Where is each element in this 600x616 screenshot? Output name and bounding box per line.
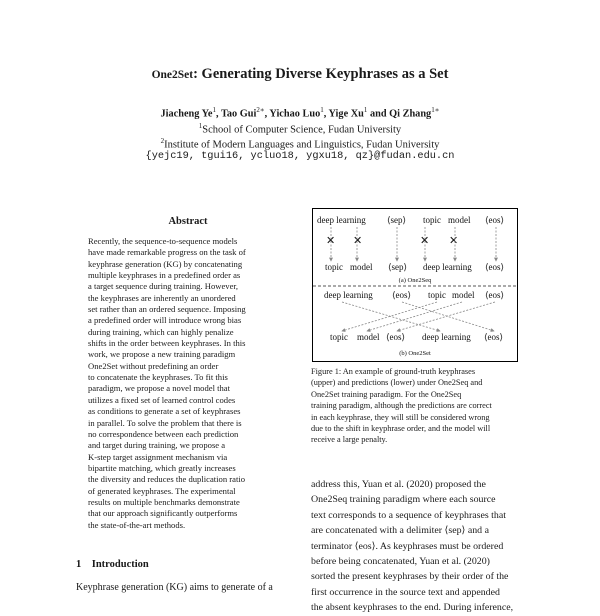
author-and: and bbox=[367, 108, 390, 120]
abstract-line: a predefined order will introduce wrong bias bbox=[88, 315, 242, 326]
cross-icon: ✕ bbox=[326, 235, 336, 247]
body-line: One2Seq training paradigm where each source bbox=[311, 494, 496, 506]
abstract-line: as conditions to generate a set of keyphrases bbox=[88, 406, 241, 417]
body-line: first occurrence in the source text and appended bbox=[311, 586, 500, 598]
caption-line: due to the shift in keyphrase order, and the model will bbox=[311, 423, 491, 433]
affiliation-sup: 1 bbox=[198, 122, 203, 130]
affiliation-sup: 2 bbox=[160, 137, 165, 145]
fig-b-top-token: ⟨eos⟩ bbox=[485, 290, 505, 300]
abstract-line: that our approach significantly outperforms bbox=[88, 508, 238, 519]
abstract-line: a target sequence during training. However, bbox=[88, 281, 239, 292]
author-sup: 1 bbox=[320, 106, 324, 114]
abstract-line: the diversity and reduces the duplication ratio bbox=[88, 474, 246, 485]
abstract-line: One2Set without predefining an order bbox=[88, 360, 219, 371]
paper-title bbox=[0, 66, 600, 83]
abstract-line: of generated keyphrases. The experimental bbox=[88, 485, 236, 496]
abstract-line: results on multiple benchmarks demonstrate bbox=[88, 496, 240, 507]
abstract-line: shifts in the order between keyphrases. In this bbox=[88, 338, 246, 349]
body-line: text corresponds to a sequence of keyphrases that bbox=[311, 509, 506, 521]
fig-b-arrow bbox=[342, 302, 440, 331]
section-heading-introduction bbox=[76, 559, 149, 570]
abstract-line: set rather than an ordered sequence. Imposing bbox=[88, 304, 246, 315]
abstract-line: bipartite matching, which greatly increases bbox=[88, 462, 236, 473]
abstract-line: K-step target assignment mechanism via bbox=[88, 451, 228, 462]
affiliation-text: Institute of Modern Languages and Linguistics, Fudan University bbox=[164, 139, 440, 151]
body-line: terminator ⟨eos⟩. As keyphrases must be ordered bbox=[311, 540, 504, 552]
fig-a-label: (a) One2Seq bbox=[398, 277, 432, 284]
body-line: before being concatenated, Yuan et al. (2020) bbox=[311, 555, 490, 567]
abstract-line: the keyphrases are inherently an unordered bbox=[88, 292, 236, 303]
abstract-line: work, we propose a new training paradigm bbox=[88, 349, 236, 360]
caption-line: One2Set training paradigm. For the One2Seq bbox=[311, 389, 462, 399]
fig-b-top-token: ⟨eos⟩ bbox=[392, 290, 412, 300]
cross-icon: ✕ bbox=[353, 235, 363, 247]
abstract-line: multiple keyphrases in a predefined order as bbox=[88, 270, 241, 281]
intro-paragraph: Keyphrase generation (KG) aims to generate of a bbox=[76, 582, 273, 593]
title-prefix: One2Set bbox=[151, 69, 194, 81]
body-paragraph-right bbox=[311, 477, 533, 616]
fig-b-top-token: model bbox=[452, 290, 475, 300]
section-number: 1 bbox=[76, 559, 82, 570]
fig-a-bottom-token: topic bbox=[325, 262, 343, 272]
author-name: Yige Xu bbox=[328, 108, 364, 120]
author-sup: 1∗ bbox=[431, 106, 440, 114]
fig-b-bottom-token: topic bbox=[330, 332, 348, 342]
fig-a-top-token: deep learning bbox=[317, 215, 366, 225]
abstract-line: to concatenate the keyphrases. To fit this bbox=[88, 372, 228, 383]
section-title: Introduction bbox=[91, 559, 149, 570]
abstract-line: paradigm, we propose a novel model that bbox=[88, 383, 230, 394]
fig-b-bottom-token: ⟨eos⟩ bbox=[386, 332, 406, 342]
fig-b-label: (b) One2Set bbox=[399, 350, 431, 357]
affiliation-text: School of Computer Science, Fudan University bbox=[202, 124, 402, 136]
author-sup: 2∗ bbox=[256, 106, 265, 114]
author-separator: , bbox=[215, 108, 221, 120]
fig-a-top-token: ⟨eos⟩ bbox=[485, 215, 505, 225]
fig-a-top-token: topic bbox=[423, 215, 441, 225]
author-name: Qi Zhang bbox=[389, 108, 432, 120]
caption-line: (upper) and predictions (lower) under One2Seq and bbox=[311, 378, 483, 388]
abstract-line: utilizes a fixed set of learned control codes bbox=[88, 394, 236, 405]
fig-b-top-token: topic bbox=[428, 290, 446, 300]
fig-b-bottom-token: model bbox=[357, 332, 380, 342]
cross-icon: ✕ bbox=[449, 235, 459, 247]
abstract-line: the state-of-the-art methods. bbox=[88, 519, 186, 530]
fig-b-bottom-token: deep learning bbox=[422, 332, 471, 342]
fig-a-top-token: model bbox=[448, 215, 471, 225]
body-line: are concatenated with a delimiter ⟨sep⟩ and a bbox=[311, 525, 489, 537]
body-line: the absent keyphrases to the end. During inference, bbox=[311, 602, 514, 614]
abstract-line: and target during training, we propose a bbox=[88, 440, 226, 451]
abstract-line: during training, which can highly penalize bbox=[88, 326, 234, 337]
author-separator: , bbox=[264, 108, 270, 120]
abstract-line: Recently, the sequence-to-sequence models bbox=[88, 236, 238, 246]
author-sup: 1 bbox=[363, 106, 368, 114]
caption-line: training paradigm, although the predictions are correct bbox=[311, 401, 492, 411]
fig-b-top-token: deep learning bbox=[324, 290, 373, 300]
figure-caption bbox=[311, 366, 533, 446]
author-email: {yejc19, tgui16, ycluo18, ygxu18, qz}@fudan.edu.cn bbox=[145, 150, 455, 162]
abstract-line: have made remarkable progress on the task of bbox=[88, 247, 246, 258]
fig-a-bottom-token: ⟨eos⟩ bbox=[485, 262, 505, 272]
fig-a-top-token: ⟨sep⟩ bbox=[387, 215, 407, 225]
body-line: address this, Yuan et al. (2020) proposed the bbox=[311, 479, 486, 490]
figure-1 bbox=[312, 208, 518, 362]
caption-line: Figure 1: An example of ground-truth keyphrases bbox=[311, 367, 476, 376]
title-rest: : Generating Diverse Keyphrases as a Set bbox=[193, 66, 449, 82]
body-line: sorted the present keyphrases by their order of the bbox=[311, 571, 509, 583]
fig-a-bottom-token: deep learning bbox=[423, 262, 472, 272]
fig-a-bottom-token: model bbox=[350, 262, 373, 272]
author-separator: , bbox=[323, 108, 329, 120]
author-name: Tao Gui bbox=[220, 108, 257, 120]
fig-b-arrow bbox=[367, 302, 462, 331]
cross-icon: ✕ bbox=[420, 235, 430, 247]
author-sup: 1 bbox=[212, 106, 216, 114]
fig-a-bottom-token: ⟨sep⟩ bbox=[388, 262, 408, 272]
fig-b-bottom-token: ⟨eos⟩ bbox=[484, 332, 504, 342]
abstract-heading: Abstract bbox=[168, 216, 208, 227]
abstract-line: in parallel. To solve the problem that there is bbox=[88, 417, 242, 428]
caption-line: in each keyphrase, they will still be considered wrong bbox=[311, 412, 490, 422]
caption-line: receive a large penalty. bbox=[311, 435, 388, 445]
abstract-body bbox=[88, 236, 288, 531]
abstract-line: no correspondence between each prediction bbox=[88, 428, 239, 439]
author-name: Yichao Luo bbox=[269, 108, 321, 120]
author-name: Jiacheng Ye bbox=[160, 108, 213, 120]
abstract-line: keyphrase generation (KG) by concatenating bbox=[88, 258, 243, 269]
